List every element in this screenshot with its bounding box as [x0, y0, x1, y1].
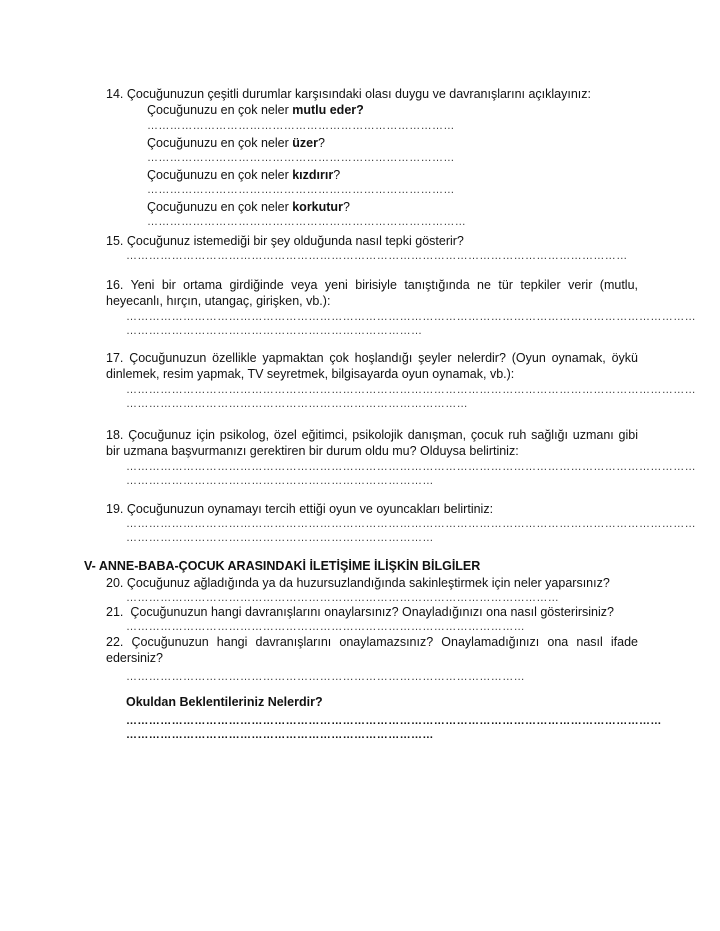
question-16: [106, 277, 696, 338]
answer-area: [126, 670, 638, 684]
question-number: 22.: [106, 635, 124, 649]
question-text: Çocuğunuz ağladığında ya da huzursuzlandığında sakinleştirmek için neler yaparsınız?: [126, 576, 610, 590]
question-14-text: [106, 86, 626, 102]
question-text: Yeni bir ortama girdiğinde veya yeni birisiyle tanıştığında ne tür tepkiler verir (mutlu, heyecanlı, hırçın, utangaç, girişken, vb.):: [106, 278, 638, 309]
answer-line[interactable]: ……………………………………………………………………………………………………………………: [126, 250, 628, 263]
question-22: [106, 634, 638, 684]
answer-area: [126, 460, 696, 488]
answer-line[interactable]: ……………………………………………………………………………………………………: [126, 592, 560, 605]
question-text: Çocuğunuzun çeşitli durumlar karşısındaki olası duygu ve davranışlarını açıklayınız:: [126, 87, 591, 101]
question-text: Çocuğunuzun özellikle yapmaktan çok hoşlandığı şeyler nelerdir? (Oyun oynamak, öykü dinlemek, resim yapmak, TV seyretmek, bilgisayarda oyun oynamak, vb.):: [106, 351, 638, 382]
question-18: [106, 427, 696, 488]
question-15: [106, 233, 638, 263]
question-text: Çocuğunuzun oynamayı tercih ettiği oyun ve oyuncakları belirtiniz:: [126, 502, 494, 516]
sub-question-prefix: Çocuğunuzu en çok neler: [147, 103, 293, 118]
question-14-items: [147, 102, 626, 229]
sub-question-suffix: ?: [333, 167, 341, 182]
sub-question-prefix: Çocuğunuzu en çok neler: [147, 135, 293, 150]
question-text: Çocuğunuzun hangi davranışlarını onaylamazsınız? Onaylamadığınızı ona nasıl ifade edersiniz?: [106, 635, 638, 666]
answer-line[interactable]: ……………………………………………………………………: [126, 324, 423, 337]
question-number: 20.: [106, 576, 124, 590]
answer-line[interactable]: ………………………………………………………………………: [126, 729, 434, 742]
sub-question-keyword: kızdırır: [292, 167, 334, 182]
sub-question-sad: [147, 135, 626, 165]
question-number: 16.: [106, 278, 124, 292]
answer-line[interactable]: ………………………………………………………………………: [147, 184, 455, 196]
question-number: 18.: [106, 428, 124, 442]
question-number: 15.: [106, 234, 124, 248]
answer-line[interactable]: ……………………………………………………………………………………………………………………………: [126, 715, 662, 728]
answer-line[interactable]: ………………………………………………………………………………: [126, 397, 468, 410]
answer-area: [126, 249, 638, 263]
question-17: [106, 350, 696, 411]
question-number: 14.: [106, 87, 124, 101]
answer-area: [126, 383, 696, 411]
expectations-section: [126, 694, 662, 742]
question-text: Çocuğunuzun hangi davranışlarını onaylarsınız? Onayladığınızı ona nasıl gösterirsiniz?: [130, 605, 614, 619]
answer-line[interactable]: ……………………………………………………………………………………………: [126, 670, 525, 683]
answer-area: [126, 310, 696, 338]
sub-question-prefix: Çocuğunuzu en çok neler: [147, 167, 293, 182]
sub-question-happy: [147, 102, 626, 132]
answer-line[interactable]: ………………………………………………………………………: [147, 151, 455, 164]
question-14: [106, 86, 626, 229]
sub-question-scared: [147, 199, 626, 229]
answer-line[interactable]: ………………………………………………………………………: [147, 119, 455, 132]
sub-question-prefix: Çocuğunuzu en çok neler: [147, 200, 293, 214]
question-number: 21.: [106, 605, 124, 619]
sub-question-keyword: üzer: [292, 135, 318, 150]
answer-area: [126, 517, 696, 545]
sub-question-keyword: mutlu eder?: [292, 103, 364, 118]
answer-line[interactable]: ……………………………………………………………………………………………: [126, 621, 525, 634]
question-text: Çocuğunuz istemediği bir şey olduğunda nasıl tepki gösterir?: [126, 234, 464, 248]
answer-line[interactable]: ………………………………………………………………………: [126, 474, 434, 487]
answer-line[interactable]: ……………………………………………………………………………………………………………………………………: [126, 310, 696, 323]
question-number: 17.: [106, 351, 124, 365]
question-20: [106, 575, 638, 605]
answer-line[interactable]: ………………………………………………………………………: [126, 532, 434, 545]
answer-line[interactable]: ……………………………………………………………………………………………………………………………………: [126, 383, 696, 396]
sub-question-angry: [147, 167, 626, 197]
answer-line[interactable]: ……………………………………………………………………………………………………………………………………: [126, 460, 696, 473]
expectations-title: Okuldan Beklentileriniz Nelerdir?: [126, 695, 323, 709]
answer-area: [126, 620, 638, 634]
sub-question-suffix: ?: [342, 200, 350, 214]
sub-question-keyword: korkutur: [292, 200, 343, 214]
question-number: 19.: [106, 502, 124, 516]
sub-question-suffix: ?: [317, 135, 325, 150]
question-text: Çocuğunuz için psikolog, özel eğitimci, psikolojik danışman, çocuk ruh sağlığı uzmanı gibi bir uzmana başvurmanızı gerektiren bir durum oldu mu? Olduysa belirtiniz:: [106, 428, 638, 459]
section-title: V- ANNE-BABA-ÇOCUK ARASINDAKİ İLETİŞİME İLİŞKİN BİLGİLER: [84, 559, 481, 573]
question-21: [106, 604, 638, 634]
question-19: [106, 501, 696, 545]
answer-line[interactable]: ……………………………………………………………………………………………………………………………………: [126, 518, 696, 531]
answer-line[interactable]: …………………………………………………………………………: [147, 216, 467, 229]
